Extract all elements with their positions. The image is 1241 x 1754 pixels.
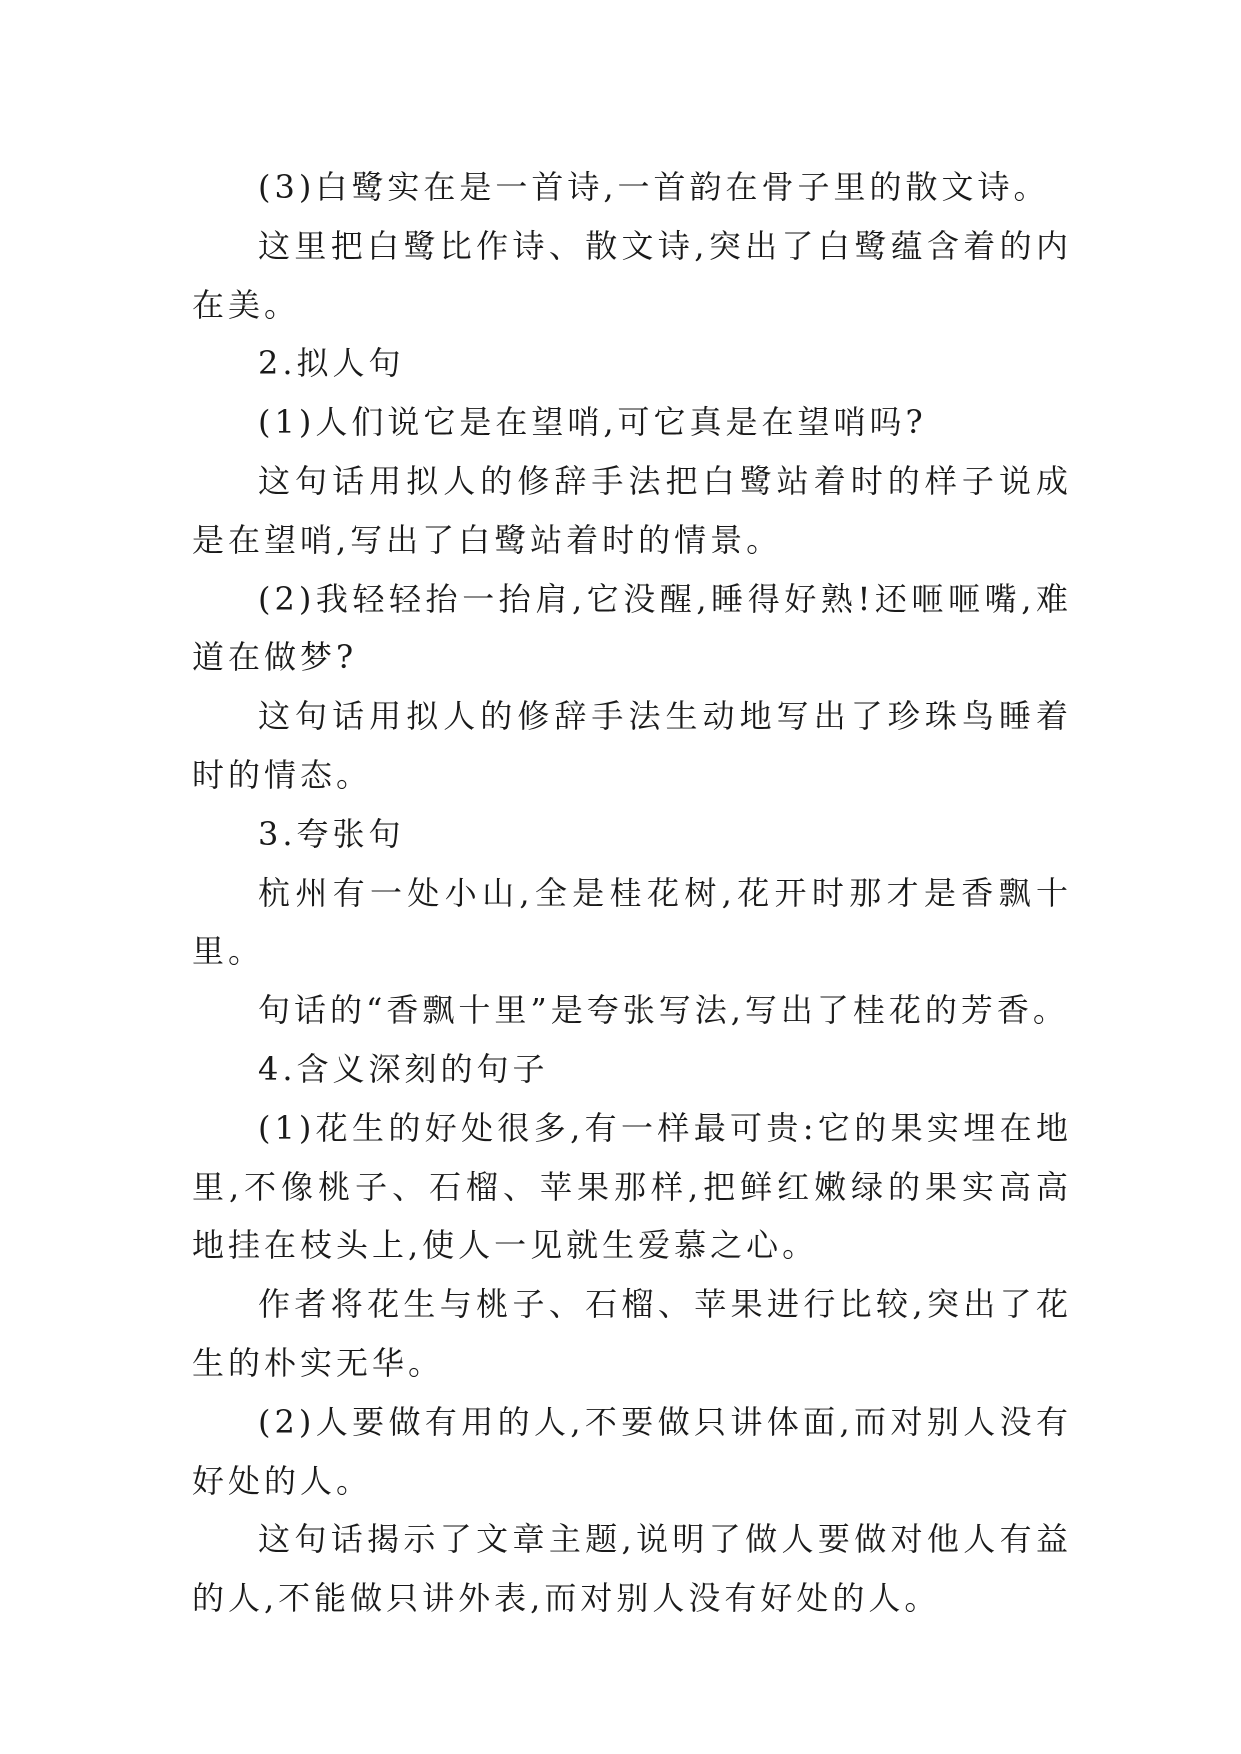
document-body xyxy=(192,158,1072,1628)
example-sentence-paragraph: 杭州有一处小山,全是桂花树,花开时那才是香飘十里。 xyxy=(192,873,1072,971)
section-heading: 3.夸张句 xyxy=(258,814,405,853)
section-heading: 4.含义深刻的句子 xyxy=(258,1049,549,1088)
explanation-paragraph: 这里把白鹭比作诗、散文诗,突出了白鹭蕴含着的内在美。 xyxy=(192,226,1072,324)
section-heading: 2.拟人句 xyxy=(258,344,405,383)
explanation-paragraph: 句话的“香飘十里”是夸张写法,写出了桂花的芳香。 xyxy=(258,991,1069,1030)
explanation-paragraph: 这句话用拟人的修辞手法把白鹭站着时的样子说成是在望哨,写出了白鹭站着时的情景。 xyxy=(192,461,1072,559)
example-sentence-paragraph: (1)花生的好处很多,有一样最可贵:它的果实埋在地里,不像桃子、石榴、苹果那样,把鲜红嫩绿的果实高高地挂在枝头上,使人一见就生爱慕之心。 xyxy=(192,1108,1072,1265)
explanation-paragraph: 这句话揭示了文章主题,说明了做人要做对他人有益的人,不能做只讲外表,而对别人没有好处的人。 xyxy=(192,1520,1072,1618)
explanation-paragraph: 作者将花生与桃子、石榴、苹果进行比较,突出了花生的朴实无华。 xyxy=(192,1285,1072,1382)
example-sentence-paragraph: (2)我轻轻抬一抬肩,它没醒,睡得好熟!还咂咂嘴,难道在做梦? xyxy=(192,579,1072,677)
explanation-paragraph: 这句话用拟人的修辞手法生动地写出了珍珠鸟睡着时的情态。 xyxy=(192,697,1072,794)
example-sentence-paragraph: (1)人们说它是在望哨,可它真是在望哨吗? xyxy=(258,403,927,442)
example-sentence-paragraph: (2)人要做有用的人,不要做只讲体面,而对别人没有好处的人。 xyxy=(192,1402,1072,1500)
example-sentence-paragraph: (3)白鹭实在是一首诗,一首韵在骨子里的散文诗。 xyxy=(258,168,1050,206)
